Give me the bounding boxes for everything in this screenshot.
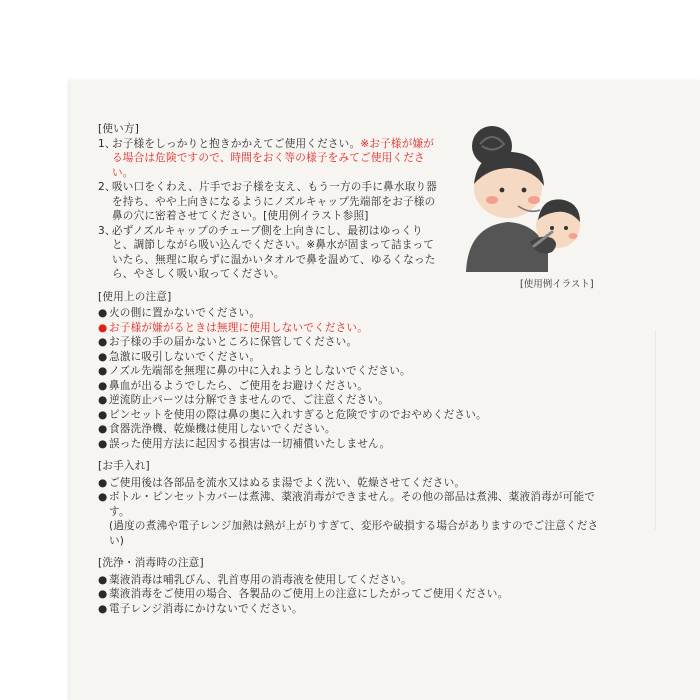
note-text: 誤った使用方法に起因する損害は一切補償いたしません。 [109,437,391,450]
bullet-icon: ● [98,573,108,586]
sterilize-text: 薬液消毒をご使用の場合、各製品のご使用上の注意にしたがってご使用ください。 [109,588,509,600]
step-main-text: お子様をしっかりと抱きかかえてご使用ください。 [112,137,361,150]
bullet-icon: ● [98,476,108,489]
list-item [98,393,608,408]
step-text: 吸い口をくわえ、片手でお子様を支え、もう一方の手に鼻水取り器を持ち、やや上向きになるようにノズルキャップ先端部をお子様の鼻の穴に密着させてください。[使用例イラスト参照] [112,181,438,222]
sterilize-text: 薬液消毒は哺乳びん、乳首専用の消毒液を使用してください。 [109,573,412,586]
usage-notes-section [98,290,608,452]
illustration-caption: [使用例イラスト] [520,279,594,290]
bullet-icon: ● [98,588,108,600]
note-text: お子様の手の届かないところに保管してください。 [109,336,358,348]
note-text: 急激に吸引しないでください。 [109,350,261,363]
list-item [98,364,608,379]
bullet-icon: ● [98,394,108,406]
care-text: ボトル・ピンセットカバーは煮沸、薬液消毒ができません。その他の部品は煮沸、薬液消毒が可能です。 [109,491,596,518]
bullet-icon: ● [98,408,108,421]
paper-crease [655,330,696,530]
care-note: (過度の煮沸や電子レンジ加熱は熱が上がりすぎて、変形や破損する場合がありますのでご注意ください) [109,520,599,547]
step-number: 1、 [98,137,116,150]
list-item [98,437,608,452]
list-item [98,306,608,321]
bullet-icon: ● [98,602,108,615]
list-item [98,587,608,602]
bullet-icon: ● [98,423,108,435]
step-2 [98,180,438,224]
bullet-icon: ● [98,365,108,377]
step-text [112,137,438,181]
how-to-title: [使い方] [98,123,140,135]
bullet-icon: ● [98,336,108,348]
list-item [98,602,608,617]
care-title: [お手入れ] [98,460,150,472]
how-to-section [98,122,438,282]
note-text: ピンセットを使用の際は鼻の奥に入れすぎると危険ですのでおやめください。 [109,408,487,421]
care-text: ご使用後は各部品を流水又はぬるま湯でよく洗い、乾燥させてください。 [109,476,466,489]
sterilize-text: 電子レンジ消毒にかけないでください。 [109,602,303,615]
usage-illustration [452,120,592,272]
step-text: 必ずノズルキャップのチューブ側を上向きにし、最初はゆっくりと、調節しながら吸い込んでください。※鼻水が固まって詰まっていたら、無理に取らずに温かいタオルで鼻を温めて、ゆるくなったら、やさしく吸い取ってください。 [112,224,436,280]
list-item [98,350,608,365]
list-item-warning [98,321,608,336]
bullet-icon: ● [98,307,108,319]
list-item [98,408,608,423]
note-text: ノズル先端部を無理に鼻の中に入れようとしないでください。 [109,365,411,377]
bullet-icon: ● [98,350,108,363]
note-text: 食器洗浄機、乾燥機は使用しないでください。 [109,423,336,435]
care-section [98,459,608,548]
step-number: 3、 [98,224,116,237]
sterilize-title: [洗浄・消毒時の注意] [98,557,204,569]
bullet-icon: ● [98,491,108,503]
list-item [98,379,608,394]
bullet-icon: ● [98,379,108,392]
step-number: 2、 [98,181,116,193]
note-text: 火の側に置かないでください。 [109,307,261,319]
note-text: 鼻血が出るようでしたら、ご使用をお避けください。 [109,379,369,392]
list-item [98,573,608,588]
list-item [98,490,608,519]
list-item [98,476,608,491]
usage-notes-list [98,306,608,451]
step-warning: ※お子様が嫌がる場合は危険ですので、時間をおく等の様子をみてご使用ください。 [112,137,435,179]
sterilize-list [98,573,608,617]
bullet-icon: ● [98,437,108,450]
sterilize-section [98,556,608,616]
list-item [98,335,608,350]
note-text: 逆流防止パーツは分解できませんので、ご注意ください。 [109,394,389,406]
step-3 [98,224,438,282]
bullet-icon: ● [98,321,108,334]
list-item [98,422,608,437]
note-text: お子様が嫌がるときは無理に使用しないでください。 [109,321,369,334]
care-list [98,476,608,520]
usage-notes-title: [使用上の注意] [98,290,172,303]
step-1 [98,137,438,181]
